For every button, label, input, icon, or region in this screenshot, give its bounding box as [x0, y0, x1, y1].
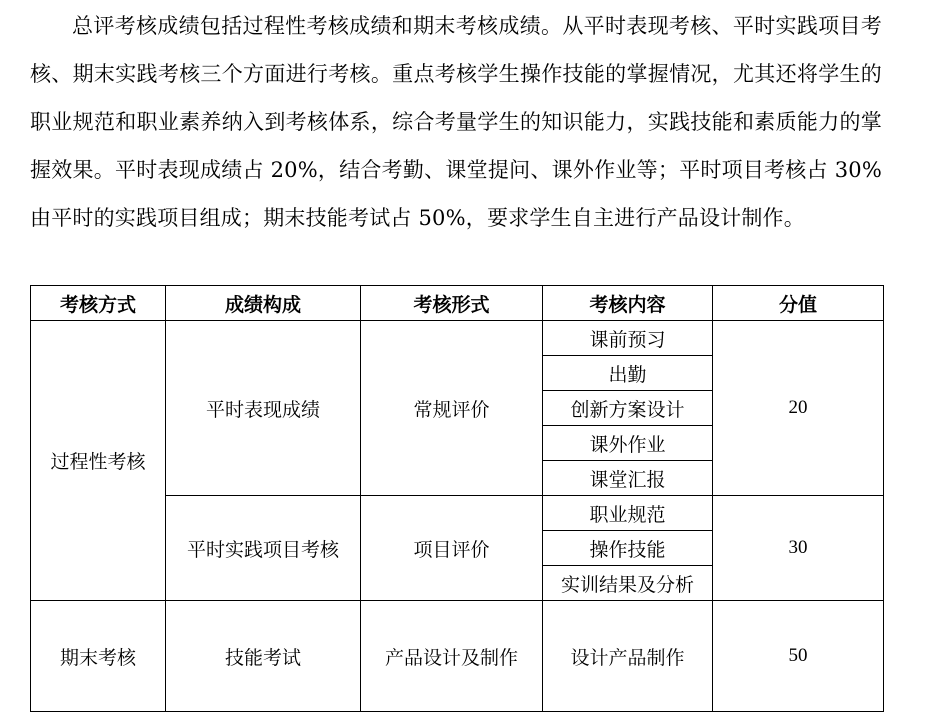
- table-row: [31, 601, 884, 712]
- cell-score-final: 50: [713, 601, 884, 712]
- cell-method-final: 期末考核: [31, 601, 166, 712]
- cell-content-skills: 操作技能: [543, 531, 713, 566]
- assessment-description: 总评考核成绩包括过程性考核成绩和期末考核成绩。从平时表现考核、平时实践项目考核、期末实践考核三个方面进行考核。重点考核学生操作技能的掌握情况，尤其还将学生的职业规范和职业素养纳入到考核体系，综合考量学生的知识能力，实践技能和素质能力的掌握效果。平时表现成绩占 20%，结合考勤、课堂提问、课外作业等；平时项目考核占 30%由平时的实践项目组成；期末技能考试占 50%，要求学生自主进行产品设计制作。: [30, 14, 882, 230]
- header-form: 考核形式: [361, 286, 543, 321]
- cell-content-preview: 课前预习: [543, 321, 713, 356]
- header-score: 分值: [713, 286, 884, 321]
- table-row: [31, 321, 884, 356]
- cell-form-final: 产品设计及制作: [361, 601, 543, 712]
- assessment-table: [30, 285, 884, 712]
- header-component: 成绩构成: [166, 286, 361, 321]
- cell-content-attendance: 出勤: [543, 356, 713, 391]
- cell-content-homework: 课外作业: [543, 426, 713, 461]
- cell-component-project: 平时实践项目考核: [166, 496, 361, 601]
- cell-content-innovation: 创新方案设计: [543, 391, 713, 426]
- cell-form-project: 项目评价: [361, 496, 543, 601]
- cell-method-process: 过程性考核: [31, 321, 166, 601]
- header-content: 考核内容: [543, 286, 713, 321]
- cell-score-daily: 20: [713, 321, 884, 496]
- cell-content-final: 设计产品制作: [543, 601, 713, 712]
- cell-form-daily: 常规评价: [361, 321, 543, 496]
- header-method: 考核方式: [31, 286, 166, 321]
- cell-component-final: 技能考试: [166, 601, 361, 712]
- cell-content-report: 课堂汇报: [543, 461, 713, 496]
- cell-score-project: 30: [713, 496, 884, 601]
- cell-content-analysis: 实训结果及分析: [543, 566, 713, 601]
- cell-content-norms: 职业规范: [543, 496, 713, 531]
- table-header-row: [31, 286, 884, 321]
- cell-component-daily: 平时表现成绩: [166, 321, 361, 496]
